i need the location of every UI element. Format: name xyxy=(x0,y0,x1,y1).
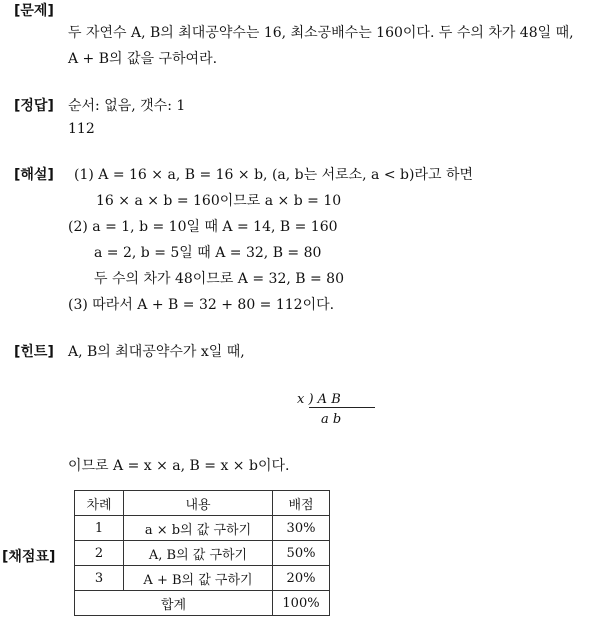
header-points: 배점 xyxy=(273,491,330,516)
row-order: 1 xyxy=(75,516,124,541)
row-points: 30% xyxy=(273,516,330,541)
row-content: A + B의 값 구하기 xyxy=(124,566,273,591)
division-rule xyxy=(309,407,375,408)
header-order: 차례 xyxy=(75,491,124,516)
answer-info: 순서: 없음, 갯수: 1 xyxy=(68,98,186,114)
solution-step-2b: a = 2, b = 5일 때 A = 32, B = 80 xyxy=(94,245,322,261)
row-content: A, B의 값 구하기 xyxy=(124,541,273,566)
hint-heading: [힌트] xyxy=(14,344,54,360)
problem-heading: [문제] xyxy=(14,3,54,19)
row-order: 3 xyxy=(75,566,124,591)
header-content: 내용 xyxy=(124,491,273,516)
solution-heading: [해설] xyxy=(14,167,54,183)
solution-step-2c: 두 수의 차가 48이므로 A = 32, B = 80 xyxy=(94,271,344,287)
problem-line-1: 두 자연수 A, B의 최대공약수는 16, 최소공배수는 160이다. 두 수의 차가 48일 때, xyxy=(68,25,574,41)
solution-step-2a: (2) a = 1, b = 10일 때 A = 14, B = 160 xyxy=(68,219,338,235)
total-label: 합계 xyxy=(75,591,273,616)
total-value: 100% xyxy=(273,591,330,616)
solution-step-3: (3) 따라서 A + B = 32 + 80 = 112이다. xyxy=(68,297,335,313)
hint-line-2: 이므로 A = x × a, B = x × b이다. xyxy=(68,458,290,474)
table-row xyxy=(75,541,330,566)
table-row xyxy=(75,516,330,541)
grading-total-row xyxy=(75,591,330,616)
row-points: 20% xyxy=(273,566,330,591)
table-row xyxy=(75,566,330,591)
problem-line-2: A + B의 값을 구하여라. xyxy=(68,51,218,67)
division-bottom-row: a b xyxy=(321,412,342,427)
row-order: 2 xyxy=(75,541,124,566)
row-content: a × b의 값 구하기 xyxy=(124,516,273,541)
solution-step-1-result: 16 × a × b = 160이므로 a × b = 10 xyxy=(96,193,342,209)
answer-value: 112 xyxy=(68,121,95,137)
hint-line-1: A, B의 최대공약수가 x일 때, xyxy=(68,344,245,360)
solution-step-1: (1) A = 16 × a, B = 16 × b, (a, b는 서로소, a < b)라고 하면 xyxy=(74,167,474,183)
row-points: 50% xyxy=(273,541,330,566)
answer-heading: [정답] xyxy=(14,98,54,114)
grading-table xyxy=(74,490,330,616)
grading-header-row xyxy=(75,491,330,516)
division-top-row: x ) A B xyxy=(297,392,341,407)
grading-heading: [채점표] xyxy=(2,549,56,565)
